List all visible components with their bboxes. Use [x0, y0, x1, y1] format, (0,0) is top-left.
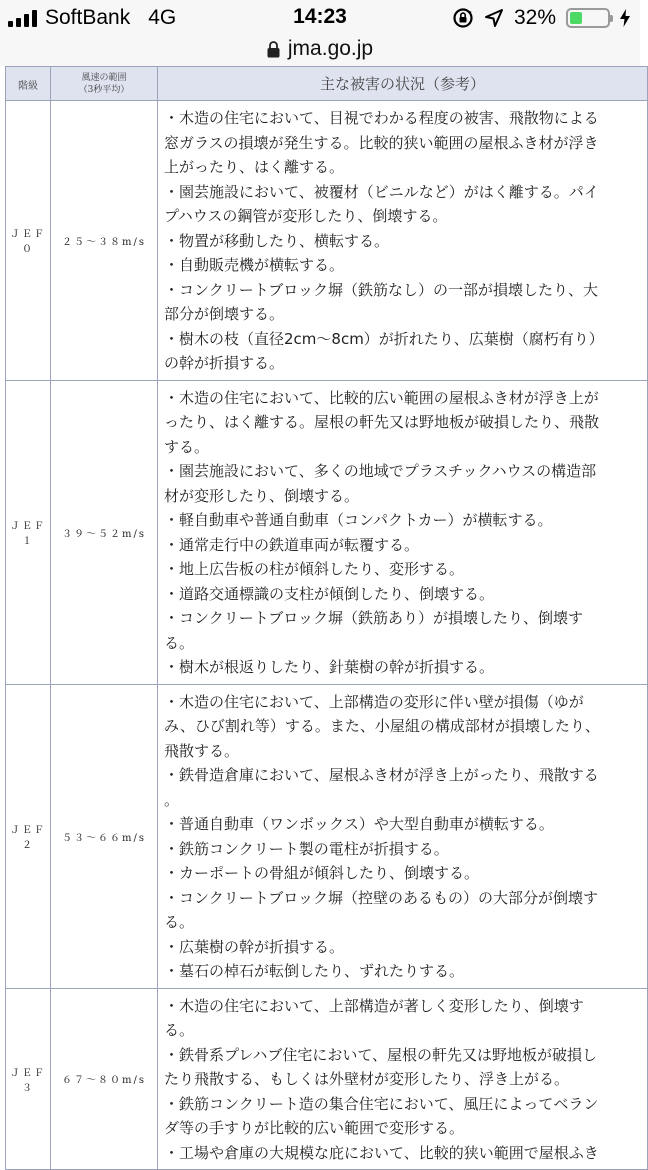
- table-row: [6, 684, 648, 988]
- location-icon: [484, 8, 504, 28]
- damage-line: み、ひび割れ等）する。また、小屋組の構成部材が損壊したり、: [164, 717, 600, 735]
- damage-line: 上がったり、はく離する。: [164, 158, 345, 176]
- damage-line: ・物置が移動したり、横転する。: [164, 231, 390, 250]
- battery-percent: 32%: [513, 6, 556, 29]
- damage-line: 材が変形したり、倒壊する。: [164, 486, 360, 505]
- damage-line: ・樹木の枝（直径2cm～8cm）が折れたり、広葉樹（腐朽有り）: [164, 329, 604, 348]
- header-wind-line2: （3秒平均）: [78, 84, 130, 95]
- grade-cell: ＪＥＦ１: [6, 380, 51, 684]
- damage-line: ・木造の住宅において、目視でわかる程度の被害、飛散物による: [164, 109, 599, 127]
- damage-line: ・樹木が根返りしたり、針葉樹の幹が折損する。: [164, 658, 495, 676]
- page-content: [0, 66, 640, 1162]
- damage-line: ・広葉樹の幹が折損する。: [164, 937, 345, 956]
- address-bar[interactable]: [0, 36, 640, 66]
- grade-cell: ＪＥＦ３: [6, 988, 51, 1170]
- lock-icon: [267, 41, 280, 58]
- damage-line: ・軽自動車や普通自動車（コンパクトカー）が横転する。: [164, 511, 553, 529]
- damage-line: ・カーポートの骨組が傾斜したり、倒壊する。: [164, 864, 480, 882]
- url-text[interactable]: jma.go.jp: [287, 37, 374, 60]
- damage-line: たり飛散する、もしくは外壁材が変形したり、浮き上がる。: [164, 1070, 570, 1088]
- damage-line: ・通常走行中の鉄道車両が転覆する。: [164, 535, 420, 554]
- table-header-row: [6, 67, 648, 101]
- damage-line: ・墓石の棹石が転倒したり、ずれたりする。: [164, 962, 465, 980]
- network-type: 4G: [148, 6, 177, 29]
- damage-table: [5, 66, 648, 1170]
- damage-line: ・普通自動車（ワンボックス）や大型自動車が横転する。: [164, 815, 554, 833]
- damage-cell: [158, 101, 648, 381]
- damage-line: ・地上広告板の柱が傾斜したり、変形する。: [164, 560, 465, 578]
- grade-cell: ＪＥＦ２: [6, 684, 51, 988]
- carrier-name: SoftBank: [45, 6, 131, 29]
- damage-line: ・鉄骨系プレハブ住宅において、屋根の軒先又は野地板が破損し: [164, 1045, 598, 1064]
- damage-line: ったり、はく離する。屋根の軒先又は野地板が破損したり、飛散: [164, 413, 600, 431]
- damage-line: 窓ガラスの損壊が発生する。比較的狭い範囲の屋根ふき材が浮き: [164, 133, 599, 152]
- table-row: [6, 101, 648, 381]
- damage-line: ・鉄筋コンクリート造の集合住宅において、風圧によってベラン: [164, 1094, 599, 1113]
- table-row: [6, 380, 648, 684]
- damage-line: る。: [164, 1021, 195, 1039]
- rotation-lock-icon: [452, 7, 474, 29]
- damage-line: ・工場や倉庫の大規模な庇において、比較的狭い範囲で屋根ふき: [164, 1143, 599, 1162]
- damage-line: る。: [164, 913, 195, 931]
- damage-line: の幹が折損する。: [164, 354, 285, 372]
- header-grade: 階級: [6, 67, 51, 101]
- damage-line: 飛散する。: [164, 741, 240, 760]
- damage-line: 部分が倒壊する。: [164, 305, 285, 323]
- table-body: [6, 101, 648, 1170]
- damage-cell: [158, 380, 648, 684]
- wind-range-cell: ６７～８０m/s: [51, 988, 158, 1170]
- damage-line: ・鉄筋コンクリート製の電柱が折損する。: [164, 839, 449, 858]
- damage-line: ・コンクリートブロック塀（鉄筋あり）が損壊したり、倒壊す: [164, 609, 583, 627]
- damage-cell: [158, 684, 648, 988]
- damage-line: ・コンクリートブロック塀（鉄筋なし）の一部が損壊したり、大: [164, 280, 598, 299]
- charging-bolt-icon: [620, 9, 630, 27]
- header-wind-line1: 風速の範囲: [81, 72, 127, 83]
- table-row: [6, 988, 648, 1170]
- damage-line: 。: [164, 790, 180, 809]
- damage-line: ・鉄骨造倉庫において、屋根ふき材が浮き上がったり、飛散する: [164, 766, 599, 784]
- damage-line: する。: [164, 437, 210, 456]
- battery-level: [570, 12, 582, 24]
- damage-cell: [158, 988, 648, 1170]
- damage-line: ・道路交通標識の支柱が傾倒したり、倒壊する。: [164, 584, 495, 603]
- damage-line: ・コンクリートブロック塀（控壁のあるもの）の大部分が倒壊す: [164, 888, 598, 907]
- wind-range-cell: ２５～３８m/s: [51, 101, 158, 381]
- clock: 14:23: [293, 5, 347, 28]
- header-damage: 主な被害の状況（参考）: [158, 67, 648, 101]
- damage-line: ・自動販売機が横転する。: [164, 256, 345, 274]
- wind-range-cell: ５３～６６m/s: [51, 684, 158, 988]
- grade-cell: ＪＥＦ０: [6, 101, 51, 381]
- status-right: [452, 5, 630, 31]
- battery-icon: [566, 8, 610, 28]
- damage-line: ・園芸施設において、被覆材（ビニルなど）がはく離する。パイ: [164, 182, 599, 201]
- wind-range-cell: ３９～５２m/s: [51, 380, 158, 684]
- damage-line: ダ等の手すりが比較的広い範囲で変形する。: [164, 1119, 465, 1137]
- damage-line: ・木造の住宅において、上部構造が著しく変形したり、倒壊す: [164, 996, 584, 1015]
- damage-line: る。: [164, 633, 195, 652]
- status-bar: [0, 0, 640, 36]
- damage-line: プハウスの鋼管が変形したり、倒壊する。: [164, 207, 448, 225]
- header-wind-range: [51, 67, 158, 101]
- damage-line: ・木造の住宅において、上部構造の変形に伴い壁が損傷（ゆが: [164, 692, 584, 711]
- damage-line: ・園芸施設において、多くの地域でプラスチックハウスの構造部: [164, 462, 597, 480]
- damage-line: ・木造の住宅において、比較的広い範囲の屋根ふき材が浮き上が: [164, 388, 599, 407]
